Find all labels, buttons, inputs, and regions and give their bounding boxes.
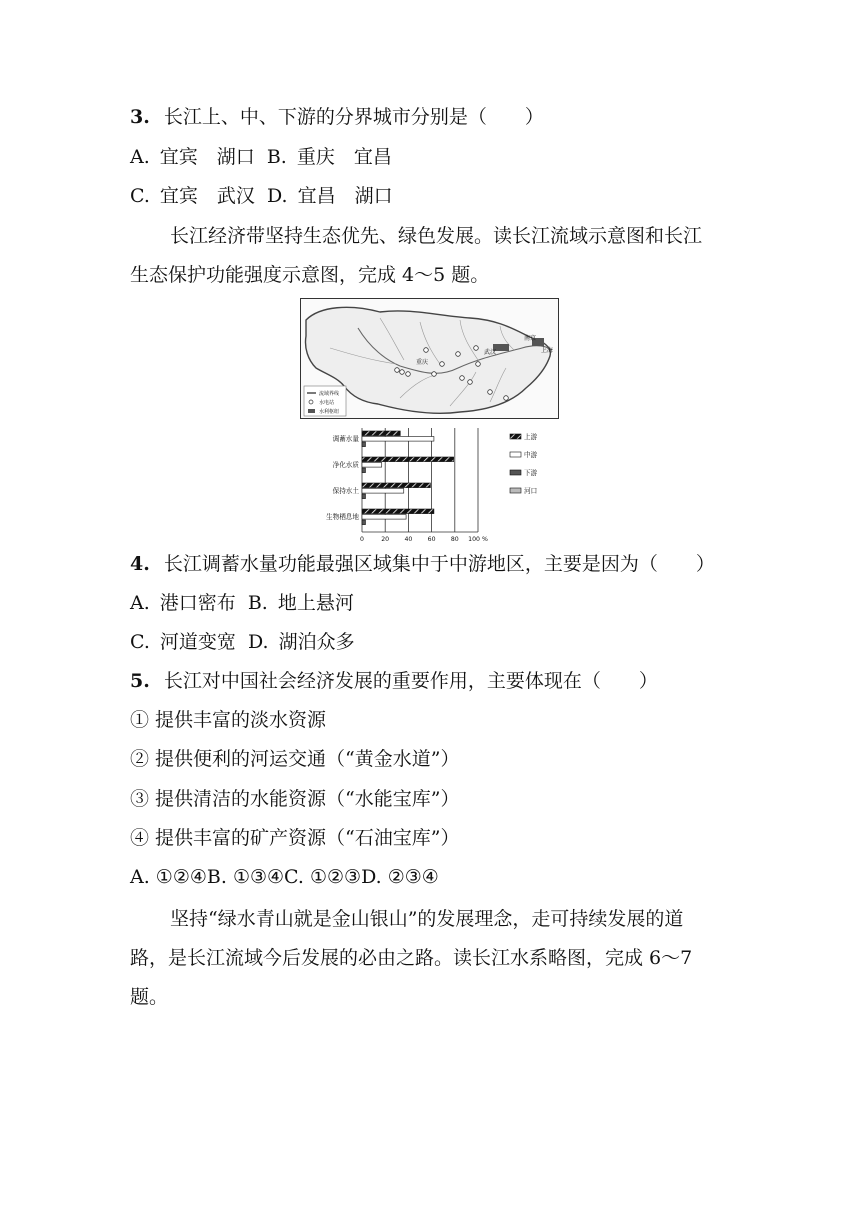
option-label: B. (266, 146, 287, 168)
question-text: 长江对中国社会经济发展的重要作用，主要体现在（ ） (163, 670, 658, 692)
option-label: B. (247, 592, 268, 614)
category-label: 保持水土 (332, 487, 359, 495)
option-a[interactable]: 港口密布 (159, 592, 236, 614)
question-text: 长江调蓄水量功能最强区域集中于中游地区，主要是因为（ ） (163, 553, 715, 575)
option-label: C. (130, 631, 150, 653)
intro-paragraph-1-line-2: 生态保护功能强度示意图，完成 4～5 题。 (130, 264, 490, 286)
question-5-stem (130, 666, 658, 696)
map-legend (304, 386, 346, 416)
option-label: D. (266, 185, 288, 207)
question-4-options-row-1 (130, 588, 360, 618)
statement-2: ② 提供便利的河运交通（“黄金水道”） (130, 748, 460, 770)
option-label: D. (247, 631, 269, 653)
question-4-options-row-2 (130, 627, 361, 657)
legend-swatch (510, 488, 521, 493)
legend-label: 水利枢纽 (319, 409, 340, 415)
bar-中游 (362, 489, 404, 494)
map-city-label: 南京 (524, 335, 537, 342)
option-b[interactable]: 地上悬河 (277, 592, 354, 614)
option-label: C. (130, 185, 150, 207)
bar-中游 (362, 437, 434, 442)
legend-label: 水电站 (319, 400, 335, 406)
bar-上游 (362, 483, 430, 488)
legend-label: 下游 (524, 469, 538, 477)
category-label: 净化水质 (332, 461, 359, 469)
bar-下游 (362, 468, 365, 473)
intro-paragraph-1-line-1: 长江经济带坚持生态优先、绿色发展。读长江流域示意图和长江 (170, 225, 703, 247)
map-city-label: 上海 (541, 347, 554, 354)
legend-label: 上游 (524, 433, 538, 441)
bar-上游 (362, 431, 400, 436)
intro-paragraph-2-line-3: 题。 (130, 986, 169, 1008)
option-label: A. (130, 592, 150, 614)
bar-下游 (362, 494, 365, 499)
option-d[interactable]: 宜昌 湖口 (297, 185, 393, 207)
legend-swatch (510, 470, 521, 475)
statement-1: ① 提供丰富的淡水资源 (130, 709, 327, 731)
option-c[interactable]: 河道变宽 (159, 631, 236, 653)
category-label: 生物栖息地 (326, 513, 359, 521)
x-tick-label: 20 (381, 536, 390, 543)
x-tick-label: 60 (427, 536, 436, 543)
option-a[interactable]: 宜宾 湖口 (159, 146, 255, 168)
x-tick-label: 100 % (468, 536, 488, 543)
question-text: 长江上、中、下游的分界城市分别是（ ） (163, 106, 544, 128)
x-tick-label: 80 (450, 536, 459, 543)
legend-label: 中游 (524, 451, 538, 459)
option-d[interactable]: 湖泊众多 (278, 631, 355, 653)
legend-label: 河口 (524, 487, 538, 495)
map-city-label: 重庆 (416, 359, 429, 366)
bar-中游 (362, 463, 382, 468)
question-3-options-row-1 (130, 142, 398, 172)
bar-下游 (362, 520, 365, 525)
bar-中游 (362, 515, 406, 520)
x-tick-label: 40 (404, 536, 413, 543)
question-3-stem (130, 102, 544, 132)
ecological-function-bar-chart (300, 422, 562, 546)
legend-swatch (510, 434, 521, 439)
question-number: 4. (130, 553, 150, 575)
bar-上游 (362, 457, 454, 462)
question-number: 3. (130, 106, 150, 128)
legend-swatch (510, 452, 521, 457)
option-b[interactable]: 重庆 宜昌 (296, 146, 392, 168)
option-label: A. (130, 146, 150, 168)
question-3-options-row-2 (130, 181, 399, 211)
map-city-label: 武汉 (484, 349, 497, 356)
option-c[interactable]: 宜宾 武汉 (159, 185, 255, 207)
yangtze-basin-map (300, 298, 559, 419)
x-tick-label: 0 (360, 536, 364, 543)
question-4-stem (130, 549, 715, 579)
legend-label: 流域界线 (319, 391, 340, 397)
statement-4: ④ 提供丰富的矿产资源（“石油宝库”） (130, 827, 460, 849)
intro-paragraph-2-line-1: 坚持“绿水青山就是金山银山”的发展理念，走可持续发展的道 (170, 908, 684, 930)
statement-3: ③ 提供清洁的水能资源（“水能宝库”） (130, 788, 460, 810)
bar-上游 (362, 509, 434, 514)
intro-paragraph-2-line-2: 路，是长江流域今后发展的必由之路。读长江水系略图，完成 6～7 (130, 947, 693, 969)
question-5-answer-options[interactable]: A. ①②④B. ①③④C. ①②③D. ②③④ (130, 866, 439, 888)
bar-下游 (362, 442, 365, 447)
category-label: 调蓄水量 (332, 435, 359, 443)
question-number: 5. (130, 670, 150, 692)
